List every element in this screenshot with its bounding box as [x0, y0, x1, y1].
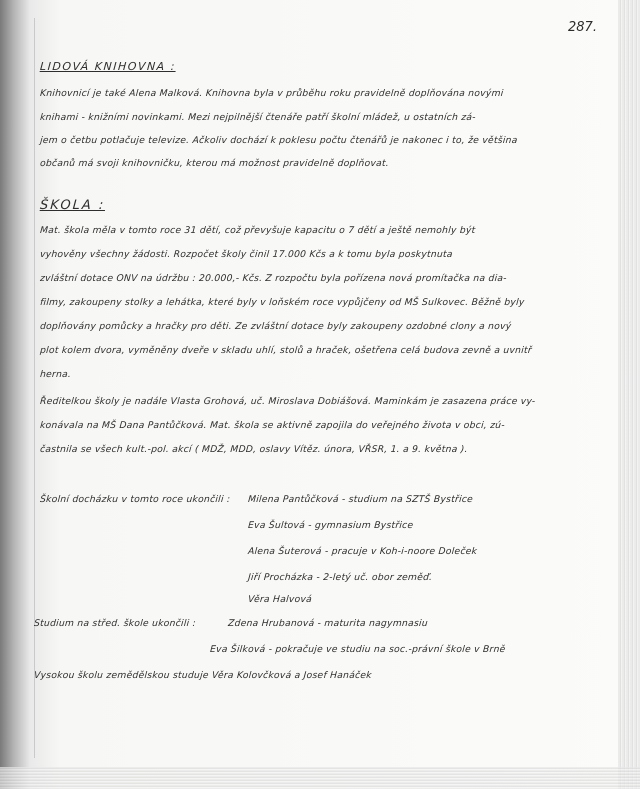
graduate-item: Věra Halvová [247, 594, 313, 605]
school-heading: ŠKOLA : [39, 198, 106, 213]
library-line-4: občanů má svoji knihovničku, kterou má možnost pravidelně doplňovat. [39, 158, 390, 169]
school-line-10: častnila se všech kult.-pol. akcí ( MDŽ, MDD, oslavy Vítěz. února, VŘSR, 1. a 9. května ). [39, 444, 469, 455]
secondary-item: Eva Šilková - pokračuje ve studiu na soc.-právní škole v Brně [209, 644, 506, 655]
page-number: 287. [568, 20, 597, 35]
school-line-2: vyhověny všechny žádosti. Rozpočet školy činil 17.000 Kčs a k tomu byla poskytnuta [39, 249, 454, 260]
graduate-item: Alena Šuterová - pracuje v Koh-i-noore Doleček [247, 546, 478, 557]
library-line-1: Knihovnicí je také Alena Malková. Knihovna byla v průběhu roku pravidelně doplňována novými [39, 88, 504, 99]
school-line-1: Mat. škola měla v tomto roce 31 dětí, což převyšuje kapacitu o 7 dětí a ještě nemohly být [39, 225, 476, 236]
school-line-7: herna. [39, 369, 72, 380]
school-line-6: plot kolem dvora, vyměněny dveře v skladu uhlí, stolů a hraček, ošetřena celá budova zevně a uvnitř [39, 345, 533, 356]
school-line-3: zvláštní dotace ONV na údržbu : 20.000,- Kčs. Z rozpočtu byla pořízena nová promítačka na dia- [39, 273, 508, 284]
secondary-intro: Studium na střed. škole ukončili : [33, 618, 197, 629]
graduate-item: Jiří Procházka - 2-letý uč. obor zeměď. [247, 572, 433, 583]
school-line-5: doplňovány pomůcky a hračky pro děti. Ze zvláštní dotace byly zakoupeny ozdobné clony a nový [39, 321, 512, 332]
margin-rule [34, 18, 35, 758]
library-heading: LIDOVÁ KNIHOVNA : [39, 60, 177, 73]
library-line-2: knihami - knižními novinkami. Mezi nejpilnější čtenáře patří školní mládež, u ostatních zá- [39, 112, 477, 123]
school-line-9: konávala na MŠ Dana Pantůčková. Mat. škola se aktivně zapojila do veřejného života v obci, zú- [39, 420, 506, 431]
university-line: Vysokou školu zemědělskou studuje Věra Kolovčková a Josef Hanáček [33, 670, 373, 681]
secondary-item: Zdena Hrubanová - maturita nagymnasiu [227, 618, 429, 629]
library-line-3: jem o četbu potlačuje televize. Ačkoliv dochází k poklesu počtu čtenářů je nakonec i to, že většina [39, 135, 518, 146]
page-stack-edge-bottom [0, 767, 640, 789]
graduate-item: Milena Pantůčková - studium na SZTŠ Bystřice [247, 494, 474, 505]
school-line-4: filmy, zakoupeny stolky a lehátka, které byly v loňském roce vypůjčeny od MŠ Sulkovec. Běžně byly [39, 297, 525, 308]
page-stack-edge-right [618, 0, 640, 789]
school-line-8: Ředitelkou školy je nadále Vlasta Grohová, uč. Miroslava Dobiášová. Maminkám je zasazena práce vy- [39, 396, 536, 407]
graduate-item: Eva Šultová - gymnasium Bystřice [247, 520, 414, 531]
graduates-intro: Školní docházku v tomto roce ukončili : [39, 494, 231, 505]
